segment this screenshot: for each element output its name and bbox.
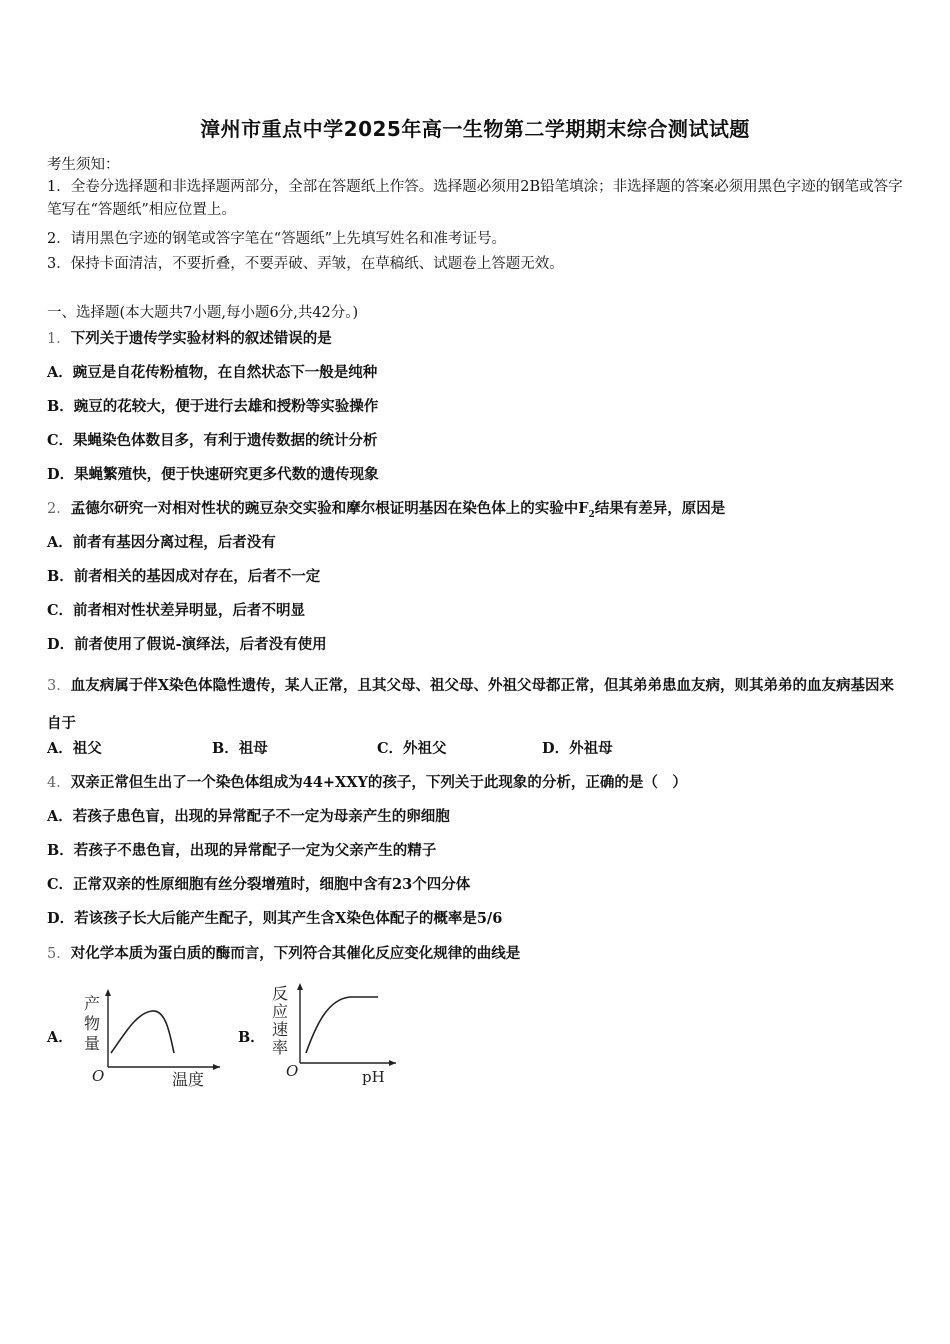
notice-item-3: 3．保持卡面清洁，不要折叠，不要弄破、弄皱，在草稿纸、试题卷上答题无效。 [47, 256, 564, 272]
q4-option-b: B．若孩子不患色盲，出现的异常配子一定为父亲产生的精子 [47, 842, 437, 859]
question-number: 4． [47, 775, 71, 791]
q3-option-b: B．祖母 [212, 740, 268, 757]
y-axis-arrow [105, 989, 111, 996]
y-label-char-3: 速 [272, 1020, 289, 1039]
y-label-char-4: 率 [272, 1038, 289, 1057]
question-stem: 对化学本质为蛋白质的酶而言，下列符合其催化反应变化规律的曲线是 [70, 945, 521, 962]
q2-option-b: B．前者相关的基因成对存在，后者不一定 [47, 568, 321, 585]
question-number: 2． [47, 501, 71, 517]
q5-option-b-label: B． [238, 1029, 265, 1046]
question-number: 3． [47, 678, 71, 694]
question-5 [47, 942, 520, 963]
question-3 [47, 667, 907, 743]
origin-label: O [92, 1067, 105, 1085]
q3-option-d: D．外祖母 [542, 740, 613, 757]
q4-option-d: D．若该孩子长大后能产生配子，则其产生含X染色体配子的概率是5/6 [47, 910, 503, 927]
question-number: 1． [47, 331, 71, 347]
notice-item-1: 1．全卷分选择题和非选择题两部分，全部在答题纸上作答。选择题必须用2B铅笔填涂；非选择题的答案必须用黑色字迹的钢笔或答字笔写在“答题纸”相应位置上。 [47, 179, 903, 218]
notice-heading: 考生须知： [47, 157, 120, 173]
notice-item-2: 2．请用黑色字迹的钢笔或答字笔在“答题纸”上先填写姓名和准考证号。 [47, 231, 507, 247]
x-axis-arrow [389, 1060, 396, 1066]
product-curve [111, 1011, 174, 1053]
question-stem-subscript: 2 [588, 509, 595, 520]
origin-label: O [286, 1062, 299, 1080]
question-number: 5． [47, 946, 71, 962]
q3-option-c: C．外祖父 [377, 740, 447, 757]
question-stem: 双亲正常但生出了一个染色体组成为44+XXY的孩子，下列关于此现象的分析，正确的是（ ） [70, 774, 687, 791]
q1-option-d: D．果蝇繁殖快，便于快速研究更多代数的遗传现象 [47, 466, 379, 483]
q5-figure-a [74, 985, 224, 1090]
page-title: 漳州市重点中学2025年高一生物第二学期期末综合测试试题 [200, 117, 750, 141]
question-4 [47, 771, 687, 792]
q1-option-b: B．豌豆的花较大，便于进行去雄和授粉等实验操作 [47, 398, 379, 415]
question-stem: 血友病属于伴X染色体隐性遗传，某人正常，且其父母、祖父母、外祖父母都正常，但其弟弟患血友病，则其弟弟的血友病基因来自于 [47, 677, 894, 732]
y-label-char-3: 量 [84, 1034, 101, 1053]
y-label-char-1: 产 [84, 994, 101, 1013]
q5-figure-b [264, 975, 404, 1087]
q1-option-a: A．豌豆是自花传粉植物，在自然状态下一般是纯种 [47, 364, 378, 381]
y-label-char-2: 应 [272, 1002, 289, 1021]
q3-option-a: A．祖父 [47, 740, 102, 757]
q2-option-c: C．前者相对性状差异明显，后者不明显 [47, 602, 306, 619]
question-stem-part1: 孟德尔研究一对相对性状的豌豆杂交实验和摩尔根证明基因在染色体上的实验中F [70, 500, 589, 517]
y-label-char-1: 反 [272, 984, 289, 1003]
y-axis-arrow [297, 983, 303, 990]
question-2 [47, 497, 725, 520]
q2-option-a: A．前者有基因分离过程，后者没有 [47, 534, 276, 551]
x-axis-arrow [213, 1064, 220, 1070]
x-label: 温度 [172, 1070, 205, 1089]
question-stem: 下列关于遗传学实验材料的叙述错误的是 [70, 330, 332, 347]
q1-option-c: C．果蝇染色体数目多，有利于遗传数据的统计分析 [47, 432, 378, 449]
question-1 [47, 327, 332, 348]
rate-curve [306, 997, 378, 1053]
question-stem-part2: 结果有差异，原因是 [594, 500, 726, 517]
q4-option-a: A．若孩子患色盲，出现的异常配子不一定为母亲产生的卵细胞 [47, 808, 450, 825]
x-label: pH [362, 1068, 385, 1086]
q2-option-d: D．前者使用了假说-演绎法，后者没有使用 [47, 636, 327, 653]
q5-option-a-label: A． [47, 1029, 73, 1046]
section-heading: 一、选择题(本大题共7小题,每小题6分,共42分。) [47, 305, 359, 321]
q4-option-c: C．正常双亲的性原细胞有丝分裂增殖时，细胞中含有23个四分体 [47, 876, 471, 893]
y-label-char-2: 物 [84, 1014, 101, 1033]
